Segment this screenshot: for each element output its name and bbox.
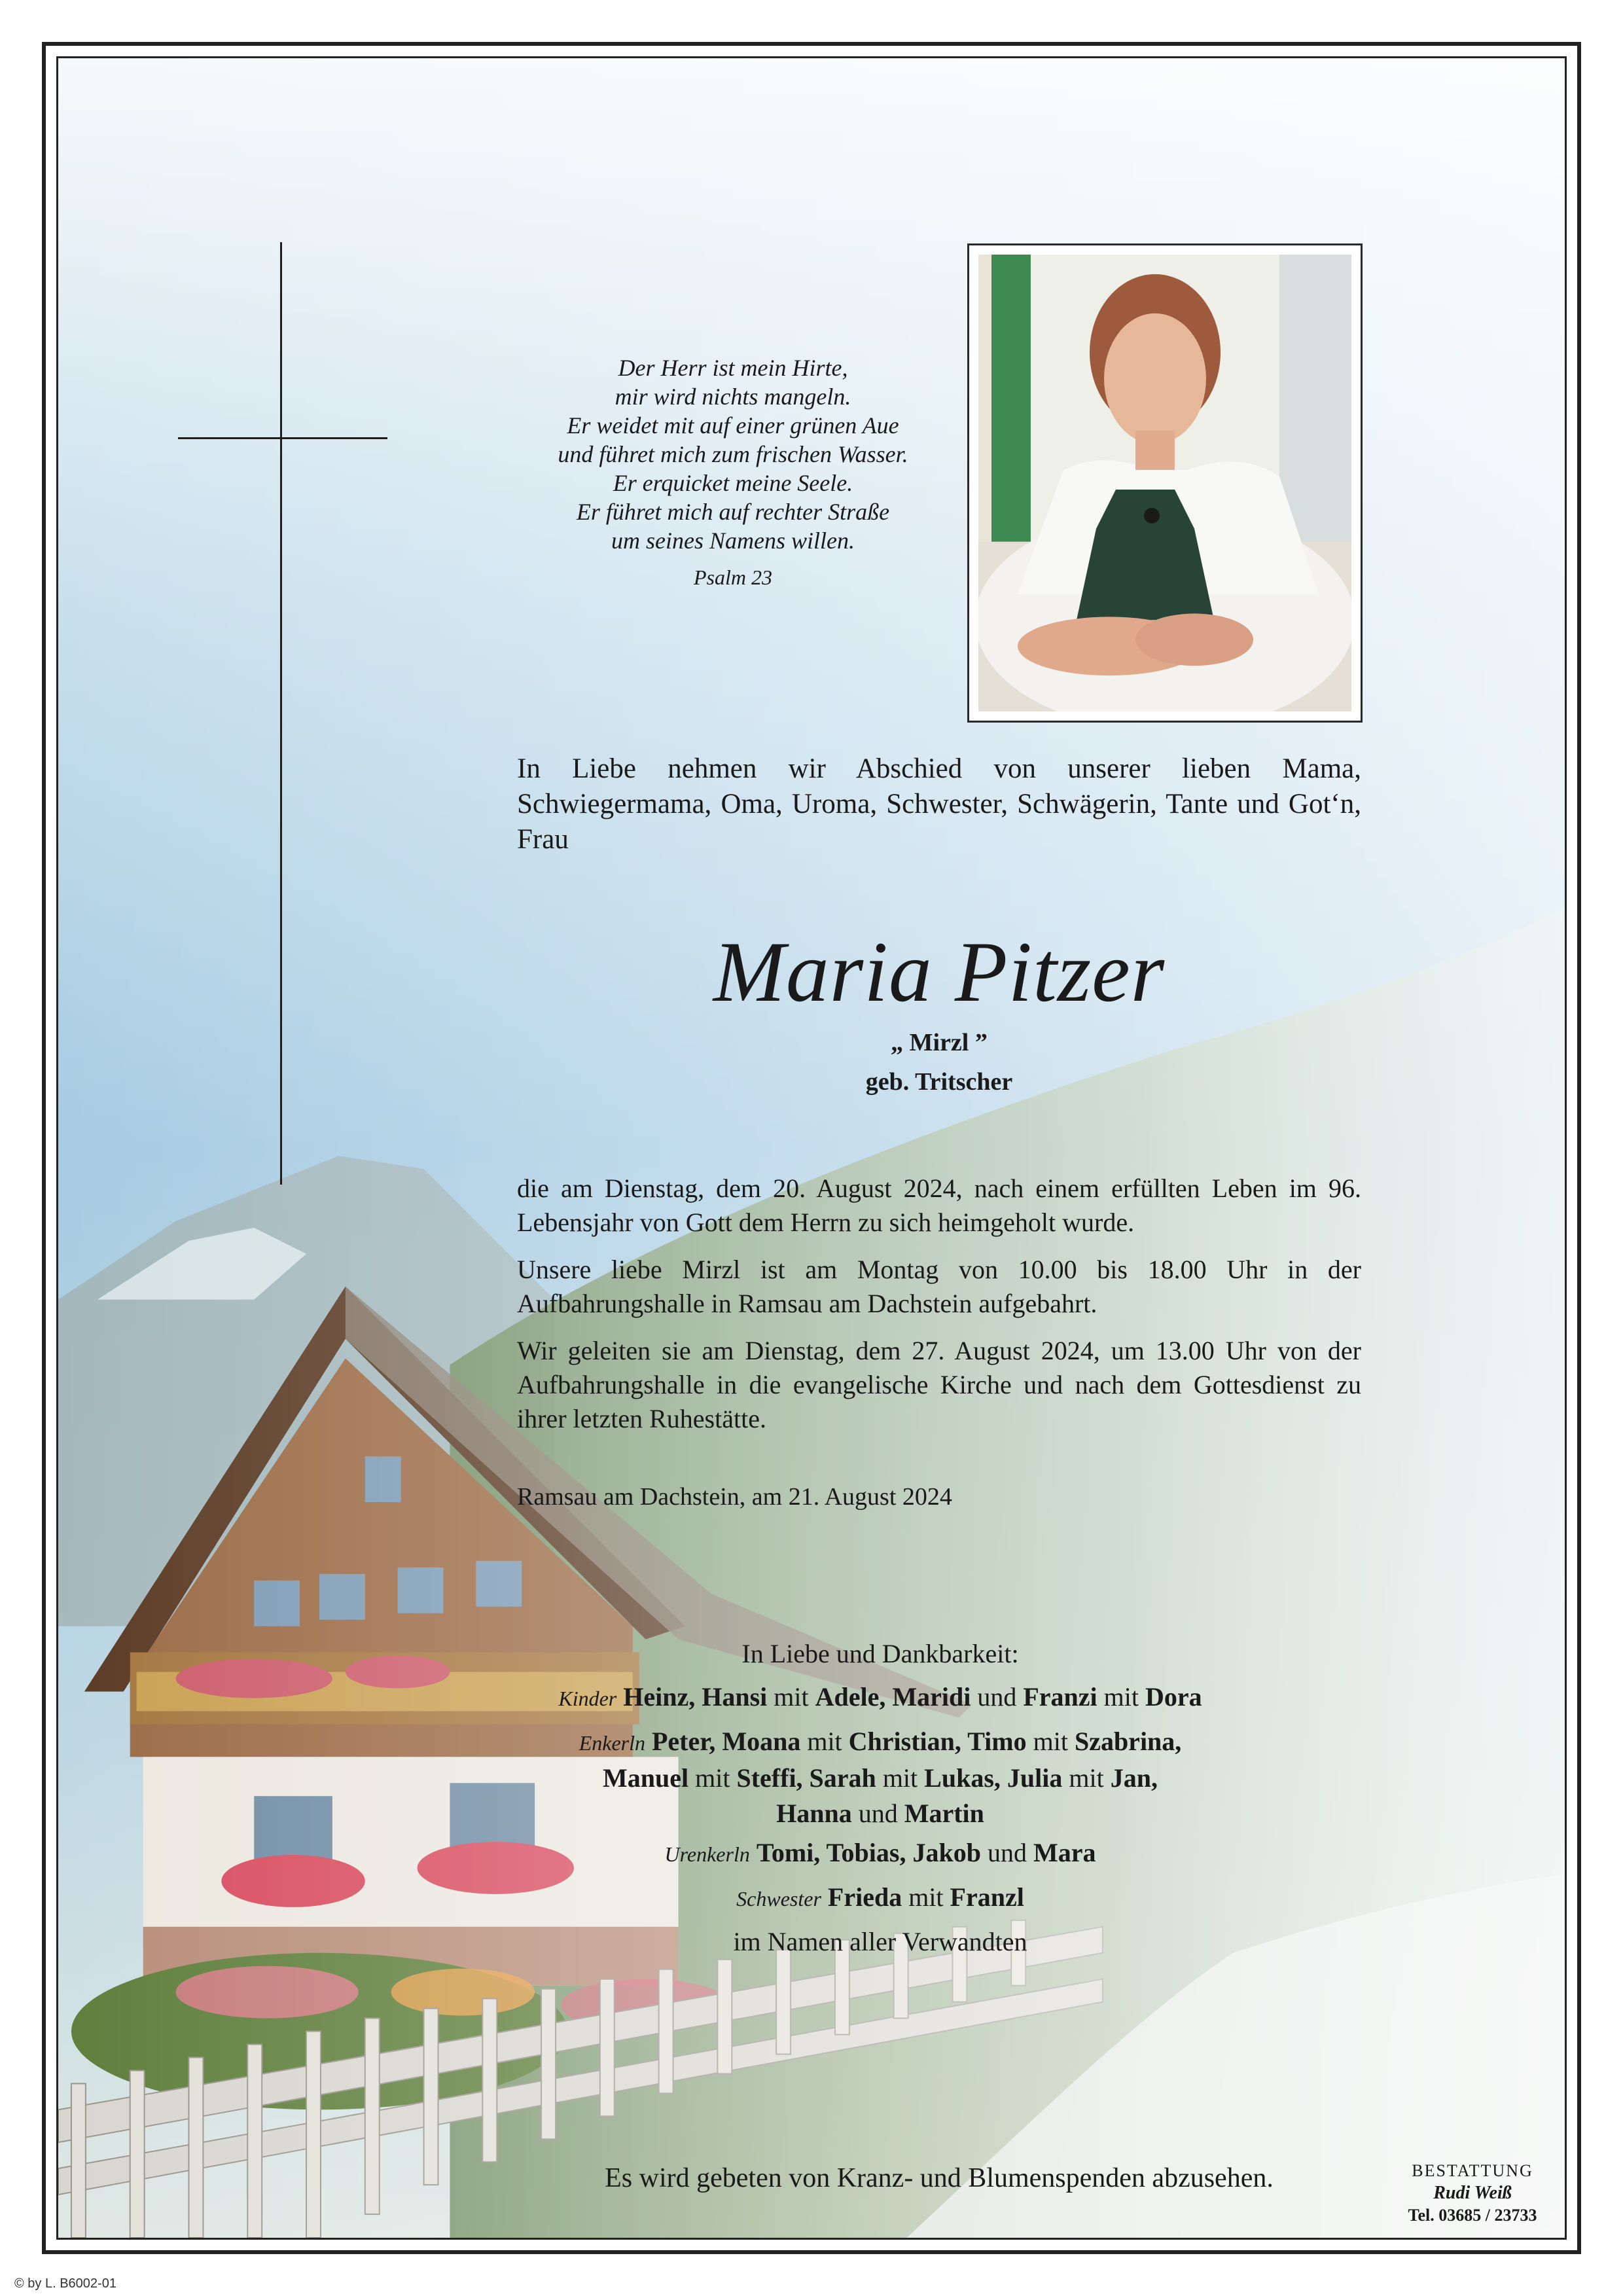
children-line (458, 1676, 1302, 1720)
undertaker-name: Rudi Weiß (1433, 2183, 1512, 2203)
family-connector: mit (908, 1882, 944, 1912)
family-names: Hanna (776, 1799, 852, 1828)
family-connector: mit (807, 1727, 842, 1756)
sister-line (458, 1876, 1302, 1920)
great-grandchildren-label: Urenkerln (664, 1842, 750, 1866)
psalm-line: mir wird nichts mangeln. (615, 384, 851, 410)
deceased-name: Maria Pitzer (713, 924, 1166, 1020)
place-and-date: Ramsau am Dachstein, am 21. August 2024 (517, 1483, 952, 1511)
mourners-heading: In Liebe und Dankbarkeit: (741, 1639, 1019, 1668)
family-connector: und (977, 1682, 1017, 1712)
donation-note: Es wird gebeten von Kranz- und Blumenspenden abzusehen. (605, 2163, 1274, 2193)
grandchildren-line (458, 1724, 1302, 1761)
family-names: Adele, Maridi (815, 1682, 971, 1712)
psalm-line: und führet mich zum frischen Wasser. (558, 441, 908, 467)
psalm-line: Er führet mich auf rechter Straße (576, 499, 890, 525)
family-connector: mit (1103, 1682, 1139, 1712)
psalm-line: Er weidet mit auf einer grünen Aue (567, 412, 899, 439)
family-connector: und (987, 1838, 1027, 1867)
family-closing: im Namen aller Verwandten (733, 1927, 1027, 1956)
psalm-quote (458, 353, 1008, 592)
children-label: Kinder (558, 1687, 617, 1710)
family-names: Frieda (827, 1882, 902, 1912)
notice-body (517, 1172, 1361, 1449)
family-names: Szabrina, (1074, 1727, 1182, 1756)
family-names: Martin (904, 1799, 984, 1828)
laying-out-paragraph: Unsere liebe Mirzl ist am Montag von 10.00 bis 18.00 Uhr in der Aufbahrungshalle in Ramsau am Dachstein aufgebahrt. (517, 1255, 1361, 1318)
portrait-photo (978, 255, 1351, 711)
family-names: Dora (1145, 1682, 1202, 1712)
family-names: Heinz, Hansi (623, 1682, 768, 1712)
family-names: Franzl (950, 1882, 1024, 1912)
mourners-list (458, 1632, 1302, 1964)
family-connector: mit (774, 1682, 809, 1712)
family-names: Tomi, Tobias, Jakob (756, 1838, 981, 1867)
family-connector: mit (1069, 1763, 1104, 1793)
cross-horizontal-bar (178, 437, 387, 439)
portrait-photo-frame (967, 243, 1363, 723)
deceased-birth-name: geb. Tritscher (865, 1068, 1013, 1096)
intro-text: In Liebe nehmen wir Abschied von unserer lieben Mama, Schwiegermama, Oma, Uroma, Schwester, Schwägerin, Tante und Got‘n, Frau (517, 753, 1361, 855)
family-names: Steffi, Sarah (736, 1763, 876, 1793)
family-connector: mit (695, 1763, 730, 1793)
family-names: Franzi (1023, 1682, 1097, 1712)
great-grandchildren-line (458, 1831, 1302, 1876)
grandchildren-label: Enkerln (579, 1731, 645, 1755)
family-names: Lukas, Julia (924, 1763, 1063, 1793)
psalm-line: Er erquicket meine Seele. (613, 470, 853, 496)
family-connector: mit (1033, 1727, 1068, 1756)
family-names: Manuel (603, 1763, 689, 1793)
family-names: Peter, Moana (651, 1727, 801, 1756)
grandchildren-line (458, 1796, 1302, 1831)
grandchildren-line (458, 1761, 1302, 1796)
family-names: Mara (1033, 1838, 1096, 1867)
deceased-nickname: „ Mirzl ” (891, 1029, 988, 1056)
family-connector: und (858, 1799, 898, 1828)
death-notice-paragraph: die am Dienstag, dem 20. August 2024, nach einem erfüllten Leben im 96. Lebensjahr von Gott dem Herrn zu sich heimgeholt wurde. (517, 1174, 1361, 1237)
undertaker-info (1381, 2160, 1564, 2227)
family-names: Jan, (1110, 1763, 1158, 1793)
cross-vertical-bar (280, 242, 282, 1185)
undertaker-title: BESTATTUNG (1412, 2161, 1533, 2180)
family-connector: mit (882, 1763, 918, 1793)
funeral-paragraph: Wir geleiten sie am Dienstag, dem 27. August 2024, um 13.00 Uhr von der Aufbahrungshalle in die evangelische Kirche und nach dem Gottesdienst zu ihrer letzten Ruhestätte. (517, 1336, 1361, 1433)
psalm-line: Der Herr ist mein Hirte, (618, 355, 848, 381)
sister-label: Schwester (736, 1887, 821, 1910)
psalm-line: um seines Namens willen. (611, 528, 855, 554)
psalm-reference: Psalm 23 (694, 565, 772, 589)
undertaker-phone: Tel. 03685 / 23733 (1408, 2206, 1537, 2225)
family-names: Christian, Timo (848, 1727, 1027, 1756)
copyright-note: © by L. B6002-01 (14, 2276, 116, 2291)
